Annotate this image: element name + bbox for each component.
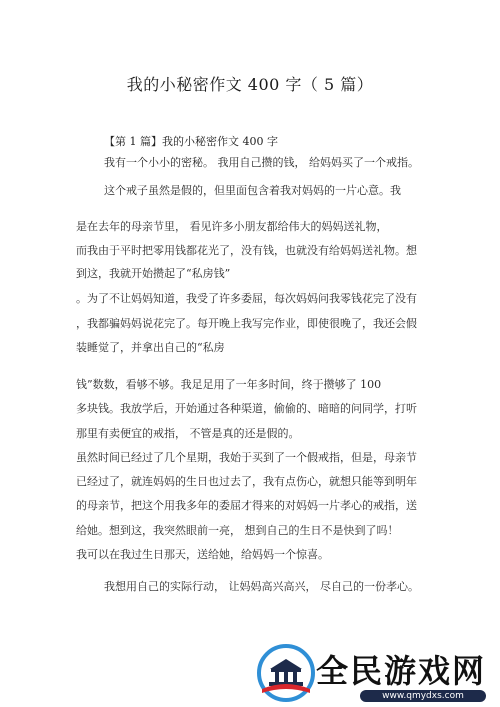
paragraph-line: 的母亲节，把这个用我多年的委屈才得来的对妈妈一片孝心的戒指，送 <box>76 499 417 512</box>
paragraph-line: 而我由于平时把零用钱都花光了，没有钱，也就没有给妈妈送礼物。想 <box>76 244 417 257</box>
paragraph-line: 。为了不让妈妈知道，我受了许多委屈，每次妈妈问我零钱花完了没有 <box>76 292 417 305</box>
paragraph-line: 是在去年的母亲节里， 看见许多小朋友都给伟大的妈妈送礼物， <box>76 220 388 233</box>
paragraph-line: 到这，我就开始攒起了“私房钱” <box>76 267 231 280</box>
document-title: 我的小秘密作文 400 字（ 5 篇） <box>126 75 374 94</box>
paragraph-line: 这个戒子虽然是假的，但里面包含着我对妈妈的一片心意。我 <box>104 184 401 197</box>
paragraph-line: 我想用自己的实际行动， 让妈妈高兴高兴， 尽自己的一份孝心。 <box>104 580 419 593</box>
paragraph-line: 已经过了，就连妈妈的生日也过去了，我有点伤心，就想只能等到明年 <box>76 475 417 488</box>
paragraph-line: 那里有卖便宜的戒指， 不管是真的还是假的。 <box>76 427 300 440</box>
paragraph-line: 多块钱。我放学后，开始通过各种渠道，偷偷的、暗暗的问同学，打听 <box>76 402 417 415</box>
temple-logo-icon <box>256 643 316 703</box>
paragraph-line: 装睡觉了，并拿出自己的“私房 <box>76 341 225 354</box>
paragraph-line: 虽然时间已经过了几个星期，我始于买到了一个假戒指，但是，母亲节 <box>76 451 417 464</box>
site-watermark <box>256 643 496 703</box>
paragraph-line: 给她。想到这，我突然眼前一亮， 想到自己的生日不是快到了吗！ <box>76 524 399 537</box>
paragraph-line: 我有一个小小的密秘。 我用自己攒的钱， 给妈妈买了一个戒指。 <box>104 156 419 169</box>
paragraph-line: ，我都骗妈妈说花完了。每开晚上我写完作业，即使很晚了，我还会假 <box>76 317 417 330</box>
paragraph-line: 钱”数数，看够不够。我足足用了一年多时间，终于攒够了 100 <box>76 378 382 391</box>
paragraph-line: 我可以在我过生日那天，送给她，给妈妈一个惊喜。 <box>76 548 329 561</box>
watermark-url: www.qmydxs.com <box>360 690 486 702</box>
watermark-brand-text: 全民游戏网 <box>316 652 487 690</box>
section-heading: 【第 1 篇】我的小秘密作文 400 字 <box>104 135 278 148</box>
